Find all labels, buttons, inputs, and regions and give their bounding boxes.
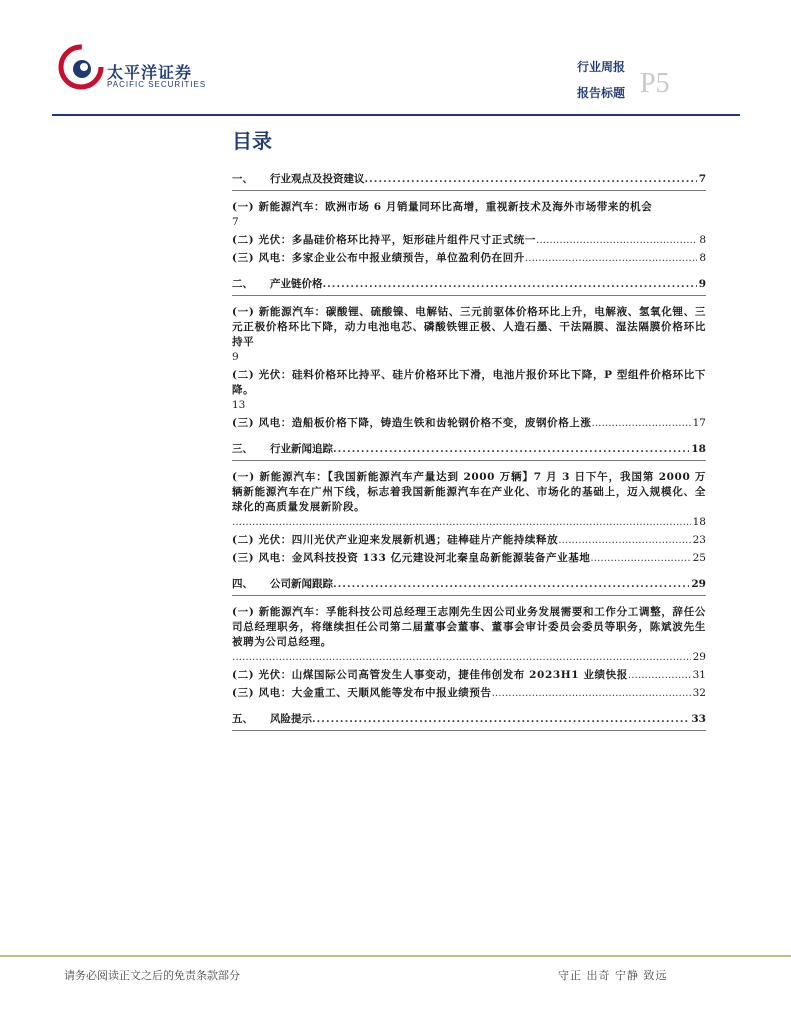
toc-section-page: 7 xyxy=(698,173,706,185)
toc-item[interactable] xyxy=(232,251,706,266)
toc-item-text: (二) 光伏：山煤国际公司高管发生人事变动，捷佳伟创发布 2023H1 业绩快报 xyxy=(232,669,628,681)
toc-item-page: 8 xyxy=(699,234,706,246)
toc-item[interactable] xyxy=(232,533,706,548)
toc-item[interactable] xyxy=(232,686,706,701)
toc-section-divider xyxy=(232,460,706,461)
report-title-label: 报告标题 xyxy=(577,86,626,100)
brand-name-cn: 太平洋证券 xyxy=(107,63,193,82)
toc-section-number: 四、 xyxy=(232,578,253,590)
toc-leader xyxy=(536,233,697,248)
toc-item-text: (二) 光伏：四川光伏产业迎来发展新机遇；硅棒硅片产能持续释放 xyxy=(232,534,559,546)
pacific-securities-logo xyxy=(58,44,104,90)
toc-section-page: 9 xyxy=(698,278,706,290)
toc-leader xyxy=(232,515,691,530)
toc-item-page: 29 xyxy=(692,651,706,663)
toc-item[interactable] xyxy=(232,470,706,530)
toc-section[interactable] xyxy=(232,172,706,187)
toc-leader xyxy=(333,577,689,592)
toc-leader xyxy=(590,551,690,566)
toc-section-page: 18 xyxy=(691,443,706,455)
toc-title: 目录 xyxy=(232,129,272,153)
toc-item-page: 32 xyxy=(692,687,706,699)
toc-item-page: 18 xyxy=(692,516,706,528)
toc-leader xyxy=(492,686,691,701)
toc-item-text: (一) 新能源汽车：欧洲市场 6 月销量同环比高增，重视新技术及海外市场带来的机会 xyxy=(232,201,653,213)
toc-item-page: 23 xyxy=(692,534,706,546)
toc-item-page: 7 xyxy=(232,216,239,228)
toc-leader xyxy=(312,712,689,727)
toc-item-text: (三) 风电：金风科技投资 133 亿元建设河北秦皇岛新能源装备产业基地 xyxy=(232,552,591,564)
footer-motto: 守正 出奇 宁静 致远 xyxy=(558,969,668,982)
toc-item[interactable] xyxy=(232,233,706,248)
toc-section-label: 风险提示 xyxy=(270,713,312,725)
toc-section-divider xyxy=(232,190,706,191)
toc-item-text: (三) 风电：造船板价格下降，铸造生铁和齿轮钢价格不变，废钢价格上涨 xyxy=(232,417,592,429)
toc-item-page: 31 xyxy=(692,669,706,681)
toc-section[interactable] xyxy=(232,442,706,457)
toc-section-label: 产业链价格 xyxy=(270,278,323,290)
toc-item[interactable] xyxy=(232,368,706,413)
toc-item-text: (二) 光伏：多晶硅价格环比持平，矩形硅片组件尺寸正式统一 xyxy=(232,234,536,246)
toc-section-divider xyxy=(232,595,706,596)
toc-section-number: 二、 xyxy=(232,278,253,290)
header-divider xyxy=(52,114,740,116)
toc-leader xyxy=(592,416,691,431)
page-number: P5 xyxy=(640,68,670,99)
toc-item-text: (一) 新能源汽车：碳酸锂、硫酸镍、电解钴、三元前驱体价格环比上升，电解液、氢氧化锂、三元正极价格环比下降，动力电池电芯、磷酸铁锂正极、人造石墨、干法隔膜、湿法隔膜价格环比持平 xyxy=(232,306,706,348)
toc-leader xyxy=(323,277,697,292)
toc-section-label: 公司新闻跟踪 xyxy=(270,578,333,590)
footer-disclaimer: 请务必阅读正文之后的免责条款部分 xyxy=(64,969,240,982)
toc-item-text: (二) 光伏：硅料价格环比持平、硅片价格环比下滑，电池片报价环比下降，P 型组件价格环比下降。 xyxy=(232,369,706,396)
toc-item-text: (一) 新能源汽车：【我国新能源汽车产量达到 2000 万辆】7 月 3 日下午，我国第 2000 万辆新能源汽车在广州下线，标志着我国新能源汽车在产业化、市场化的基础上，迈入规模化、全球化的高质量发展新阶段。 xyxy=(232,471,706,513)
toc-section-page: 29 xyxy=(691,578,706,590)
toc-leader xyxy=(628,668,691,683)
toc-leader xyxy=(525,251,697,266)
toc-section-number: 三、 xyxy=(232,443,253,455)
toc-section[interactable] xyxy=(232,277,706,292)
toc-item[interactable] xyxy=(232,551,706,566)
toc-item-text: (三) 风电：多家企业公布中报业绩预告，单位盈利仍在回升 xyxy=(232,252,525,264)
toc-leader xyxy=(232,650,691,665)
toc-item[interactable] xyxy=(232,668,706,683)
toc-section-number: 五、 xyxy=(232,713,253,725)
toc-section-divider xyxy=(232,295,706,296)
toc-item-text: (三) 风电：大金重工、天顺风能等发布中报业绩预告 xyxy=(232,687,492,699)
table-of-contents xyxy=(232,172,706,740)
toc-item[interactable] xyxy=(232,605,706,665)
toc-item-page: 17 xyxy=(692,417,706,429)
toc-item-text: (一) 新能源汽车：孚能科技公司总经理王志刚先生因公司业务发展需要和工作分工调整，辞任公司总经理职务，将继续担任公司第二届董事会董事、董事会审计委员会委员等职务，陈斌波先生被聘为公司总经理。 xyxy=(232,606,706,648)
toc-item-page: 8 xyxy=(699,252,706,264)
toc-section[interactable] xyxy=(232,577,706,592)
toc-section-label: 行业新闻追踪 xyxy=(270,443,333,455)
toc-section-number: 一、 xyxy=(232,173,253,185)
footer-divider xyxy=(0,955,791,957)
toc-leader xyxy=(333,442,689,457)
toc-item-page: 13 xyxy=(232,399,246,411)
toc-section-divider xyxy=(232,730,706,731)
brand-name-en: PACIFIC SECURITIES xyxy=(107,80,207,89)
toc-item-page: 25 xyxy=(692,552,706,564)
toc-item[interactable] xyxy=(232,305,706,365)
toc-section-page: 33 xyxy=(691,713,706,725)
report-type: 行业周报 xyxy=(577,60,626,74)
toc-item-page: 9 xyxy=(232,351,239,363)
toc-item[interactable] xyxy=(232,416,706,431)
toc-section-label: 行业观点及投资建议 xyxy=(270,173,365,185)
toc-leader xyxy=(558,533,690,548)
toc-section[interactable] xyxy=(232,712,706,727)
toc-item[interactable] xyxy=(232,200,706,230)
toc-leader xyxy=(365,172,697,187)
